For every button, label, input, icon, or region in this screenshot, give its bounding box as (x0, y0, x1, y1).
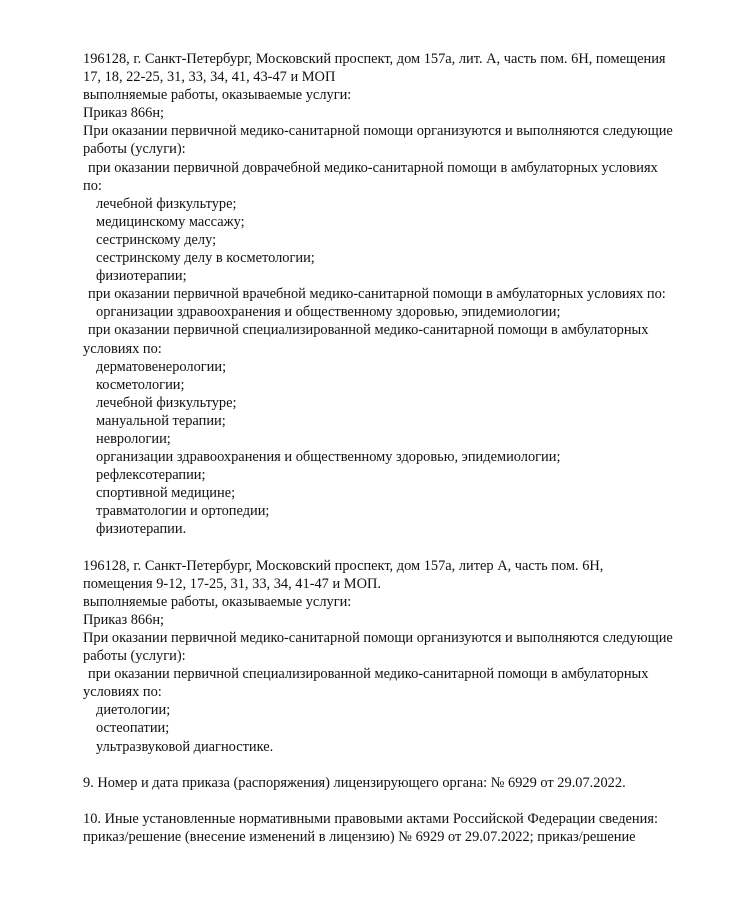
item-10-line: 10. Иные установленные нормативными правовыми актами Российской Федерации сведения: (83, 810, 658, 827)
group-heading: при оказании первичной специализированной медико-санитарной помощи в амбулаторных (88, 666, 649, 683)
group-heading: по: (83, 177, 102, 194)
intro-line: работы (услуги): (83, 141, 186, 158)
list-item: ультразвуковой диагностике. (96, 738, 274, 755)
list-item: рефлексотерапии; (96, 467, 206, 484)
list-item: организации здравоохранения и общественному здоровью, эпидемиологии; (96, 304, 561, 321)
address-line: 196128, г. Санкт-Петербург, Московский проспект, дом 157а, литер А, часть пом. 6Н, (83, 557, 604, 574)
list-item: неврологии; (96, 430, 171, 447)
group-heading: при оказании первичной специализированной медико-санитарной помощи в амбулаторных (88, 322, 649, 339)
list-item: мануальной терапии; (96, 412, 226, 429)
address-line: 196128, г. Санкт-Петербург, Московский проспект, дом 157а, лит. А, часть пом. 6Н, помещения (83, 51, 666, 67)
group-heading: при оказании первичной доврачебной медико-санитарной помощи в амбулаторных условиях (88, 159, 658, 176)
address-block-1 (83, 50, 703, 539)
list-item: физиотерапии. (96, 521, 187, 538)
spacer (83, 792, 703, 810)
address-line: 17, 18, 22-25, 31, 33, 34, 41, 43-47 и МОП (83, 69, 336, 86)
item-10-other-info (83, 810, 703, 846)
order-reference: Приказ 866н; (83, 611, 165, 628)
group-heading: при оказании первичной врачебной медико-санитарной помощи в амбулаторных условиях по: (88, 286, 666, 303)
order-reference: Приказ 866н; (83, 105, 165, 122)
list-item: лечебной физкультуре; (96, 394, 237, 411)
list-item: косметологии; (96, 376, 185, 393)
list-item: дерматовенерологии; (96, 358, 227, 375)
item-10-line: приказ/решение (внесение изменений в лицензию) № 6929 от 29.07.2022; приказ/решение (83, 829, 636, 846)
list-item: спортивной медицине; (96, 485, 236, 502)
address-block-2 (83, 557, 703, 756)
list-item: организации здравоохранения и общественному здоровью, эпидемиологии; (96, 449, 561, 466)
item-9-order-number: 9. Номер и дата приказа (распоряжения) лицензирующего органа: № 6929 от 29.07.2022. (83, 774, 626, 791)
document-page (83, 50, 703, 846)
list-item: сестринскому делу; (96, 231, 217, 248)
works-label: выполняемые работы, оказываемые услуги: (83, 593, 352, 610)
group-heading: условиях по: (83, 684, 162, 701)
intro-line: работы (услуги): (83, 648, 186, 665)
intro-line: При оказании первичной медико-санитарной помощи организуются и выполняются следующие (83, 123, 673, 140)
list-item: травматологии и ортопедии; (96, 503, 270, 520)
spacer (83, 539, 703, 557)
spacer (83, 756, 703, 774)
intro-line: При оказании первичной медико-санитарной помощи организуются и выполняются следующие (83, 630, 673, 646)
list-item: диетологии; (96, 702, 171, 719)
works-label: выполняемые работы, оказываемые услуги: (83, 87, 352, 104)
address-line: помещения 9-12, 17-25, 31, 33, 34, 41-47 и МОП. (83, 575, 381, 592)
list-item: остеопатии; (96, 720, 170, 737)
list-item: лечебной физкультуре; (96, 195, 237, 212)
list-item: физиотерапии; (96, 268, 187, 285)
group-heading: условиях по: (83, 340, 162, 357)
list-item: сестринскому делу в косметологии; (96, 250, 315, 267)
list-item: медицинскому массажу; (96, 213, 245, 230)
